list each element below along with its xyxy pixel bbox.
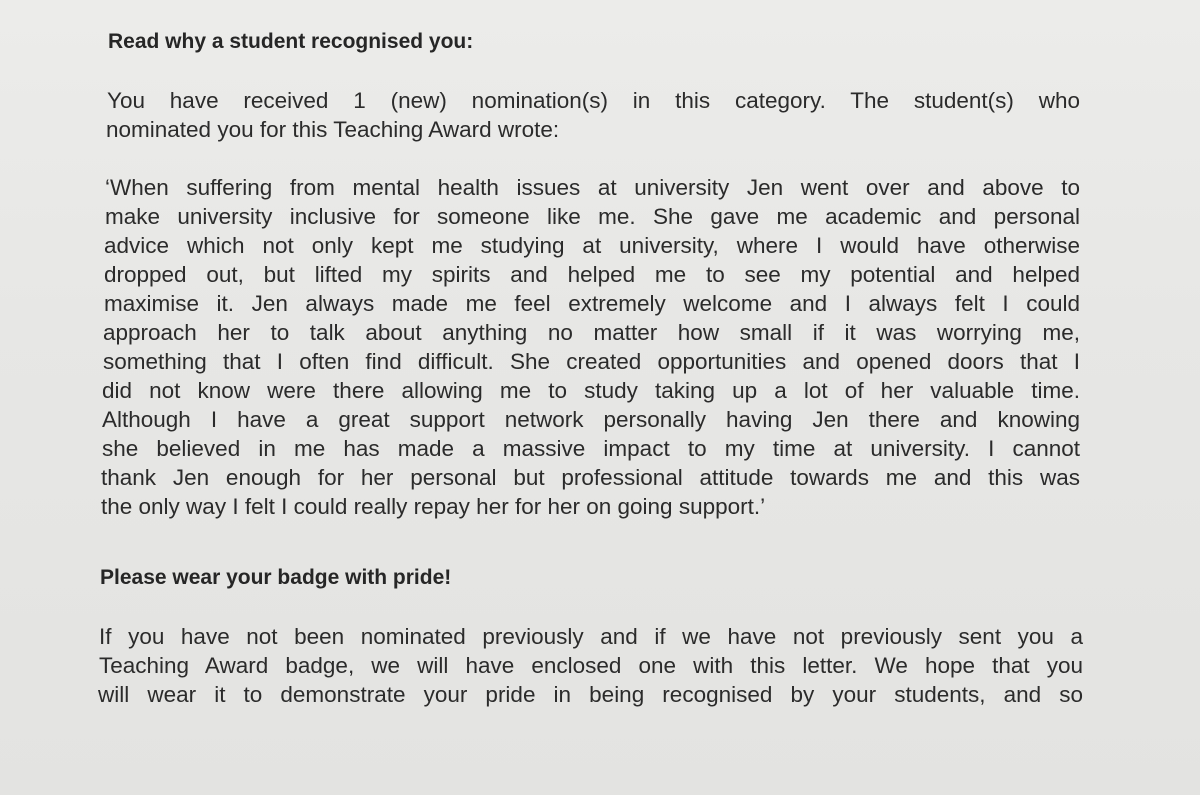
quote-line: make university inclusive for someone like me. She gave me academic and personal <box>105 204 1080 229</box>
quote-line: the only way I felt I could really repay her for her on going support.’ <box>101 494 766 519</box>
quote-line: dropped out, but lifted my spirits and helped me to see my potential and helped <box>104 262 1080 287</box>
badge-line: will wear it to demonstrate your pride in being recognised by your students, and so <box>98 682 1083 707</box>
quote-line: maximise it. Jen always made me feel extremely welcome and I always felt I could <box>104 291 1080 316</box>
heading-badge: Please wear your badge with pride! <box>100 566 452 589</box>
quote-line: ‘When suffering from mental health issues at university Jen went over and above to <box>105 175 1080 200</box>
heading-recognised: Read why a student recognised you: <box>108 30 474 53</box>
quote-line: Although I have a great support network personally having Jen there and knowing <box>102 407 1080 432</box>
intro-line: nominated you for this Teaching Award wrote: <box>106 117 560 142</box>
quote-line: did not know were there allowing me to study taking up a lot of her valuable time. <box>102 378 1080 403</box>
badge-line: Teaching Award badge, we will have enclosed one with this letter. We hope that you <box>99 653 1083 678</box>
quote-line: she believed in me has made a massive impact to my time at university. I cannot <box>102 436 1080 461</box>
quote-line: approach her to talk about anything no matter how small if it was worrying me, <box>103 320 1080 345</box>
quote-line: something that I often find difficult. She created opportunities and opened doors that I <box>103 349 1080 374</box>
quote-line: thank Jen enough for her personal but professional attitude towards me and this was <box>101 465 1080 490</box>
quote-line: advice which not only kept me studying at university, where I would have otherwise <box>104 233 1080 258</box>
intro-line: You have received 1 (new) nomination(s) in this category. The student(s) who <box>107 88 1080 113</box>
badge-line: If you have not been nominated previously and if we have not previously sent you a <box>99 624 1083 649</box>
